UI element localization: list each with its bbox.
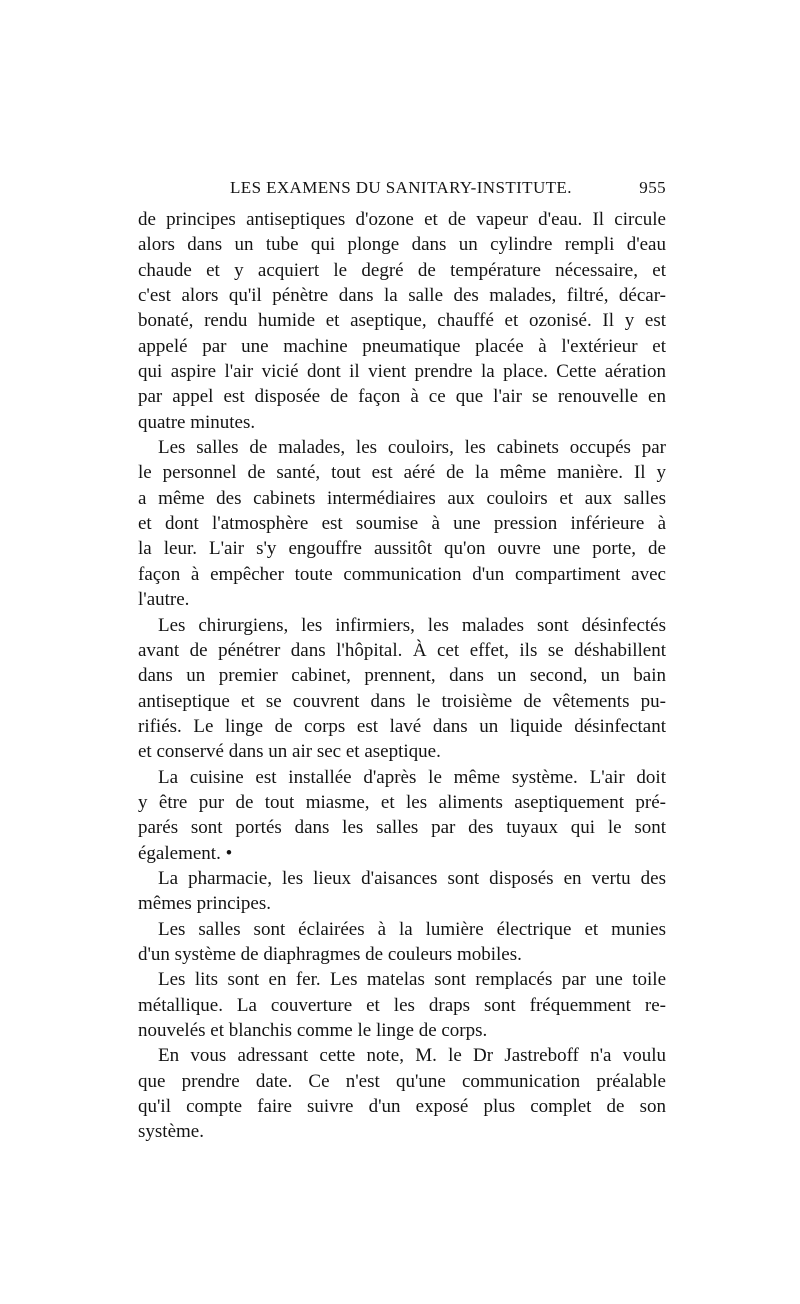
text-line: également. • [138, 842, 233, 864]
text-line: alors dans un tube qui plonge dans un cylindre rempli d'eau [138, 234, 666, 256]
text-line: qu'il compte faire suivre d'un exposé plus complet de son [138, 1096, 666, 1118]
text-line: avant de pénétrer dans l'hôpital. À cet effet, ils se déshabillent [138, 639, 666, 661]
text-line: Les chirurgiens, les infirmiers, les malades sont désinfectés [158, 614, 666, 636]
text-line: a même des cabinets intermédiaires aux couloirs et aux salles [138, 487, 666, 509]
text-line: et conservé dans un air sec et aseptique. [138, 741, 441, 763]
text-line: parés sont portés dans les salles par des tuyaux qui le sont [138, 817, 666, 839]
text-line: système. [138, 1121, 204, 1143]
text-line: antiseptique et se couvrent dans le troisième de vêtements pu- [138, 690, 666, 712]
text-line: que prendre date. Ce n'est qu'une communication préalable [138, 1070, 666, 1092]
text-line: bonaté, rendu humide et aseptique, chauffé et ozonisé. Il y est [138, 310, 666, 332]
text-line: c'est alors qu'il pénètre dans la salle des malades, filtré, décar- [138, 285, 666, 307]
text-line: de principes antiseptiques d'ozone et de vapeur d'eau. Il circule [138, 209, 666, 230]
text-line: le personnel de santé, tout est aéré de la même manière. Il y [138, 462, 666, 484]
text-line: La pharmacie, les lieux d'aisances sont disposés en vertu des [158, 867, 666, 889]
text-line: chaude et y acquiert le degré de température nécessaire, et [138, 259, 666, 281]
page-number: 955 [639, 178, 666, 197]
text-line: La cuisine est installée d'après le même système. L'air doit [158, 766, 666, 788]
text-line: y être pur de tout miasme, et les aliments aseptiquement pré- [138, 791, 666, 813]
text-line: d'un système de diaphragmes de couleurs mobiles. [138, 943, 522, 965]
text-line: quatre minutes. [138, 411, 256, 433]
text-line: l'autre. [138, 589, 190, 611]
text-line: En vous adressant cette note, M. le Dr Jastreboff n'a voulu [158, 1045, 666, 1067]
text-line: Les lits sont en fer. Les matelas sont remplacés par une toile [158, 969, 666, 991]
text-line: et dont l'atmosphère est soumise à une pression inférieure à [138, 513, 666, 535]
text-line: appelé par une machine pneumatique placée à l'extérieur et [138, 335, 666, 357]
text-line: façon à empêcher toute communication d'un compartiment avec [138, 563, 666, 585]
running-title: LES EXAMENS DU SANITARY-INSTITUTE. [230, 178, 572, 197]
text-line: Les salles de malades, les couloirs, les cabinets occupés par [158, 437, 666, 459]
text-line: mêmes principes. [138, 893, 271, 915]
text-line: dans un premier cabinet, prennent, dans un second, un bain [138, 665, 666, 687]
text-line: Les salles sont éclairées à la lumière électrique et munies [158, 918, 666, 940]
body-text [138, 207, 666, 1145]
text-line: par appel est disposée de façon à ce que l'air se renouvelle en [138, 386, 666, 408]
running-head [138, 178, 666, 202]
text-line: rifiés. Le linge de corps est lavé dans un liquide désinfectant [138, 715, 666, 737]
text-line: qui aspire l'air vicié dont il vient prendre la place. Cette aération [138, 361, 666, 383]
text-line: la leur. L'air s'y engouffre aussitôt qu'on ouvre une porte, de [138, 538, 666, 560]
text-line: nouvelés et blanchis comme le linge de corps. [138, 1020, 488, 1041]
text-line: métallique. La couverture et les draps sont fréquemment re- [138, 994, 666, 1016]
